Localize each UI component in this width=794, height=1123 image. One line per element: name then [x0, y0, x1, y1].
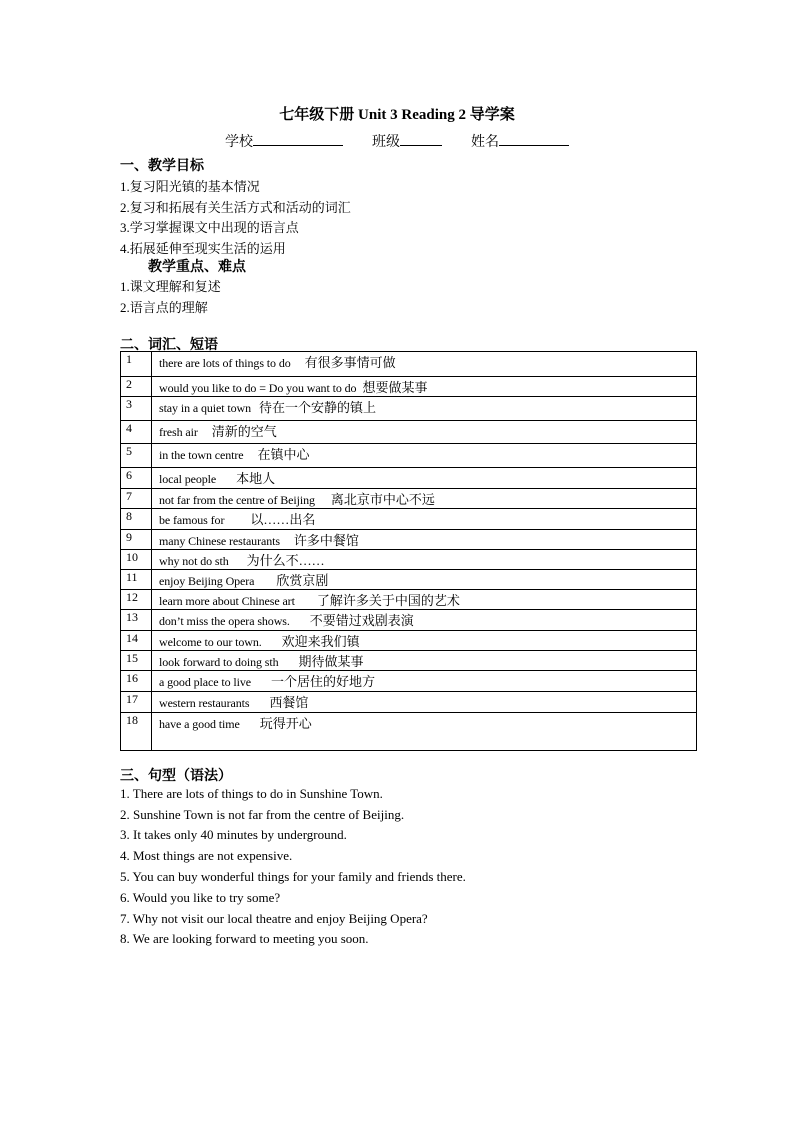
phrase-cell	[152, 421, 697, 444]
table-row	[121, 651, 697, 671]
phrase-chinese: 为什么不……	[246, 553, 325, 568]
phrase-chinese: 欣赏京剧	[276, 573, 329, 588]
objective-item: 1.复习阳光镇的基本情况	[120, 179, 260, 194]
phrase-chinese: 期待做某事	[298, 654, 364, 669]
row-number: 2	[121, 377, 152, 397]
phrase-chinese: 在镇中心	[257, 447, 310, 462]
table-row	[121, 421, 697, 444]
phrase-cell	[152, 550, 697, 570]
student-info-line	[0, 131, 794, 151]
phrase-cell	[152, 713, 697, 751]
phrase-cell	[152, 352, 697, 377]
row-number: 15	[121, 651, 152, 671]
section2-heading: 二、词汇、短语	[120, 338, 218, 353]
phrase-cell	[152, 590, 697, 610]
sentence-item: 5. You can buy wonderful things for your family and friends there.	[120, 869, 466, 884]
phrase-cell	[152, 692, 697, 713]
table-row	[121, 489, 697, 509]
phrase-english: don’t miss the opera shows.	[159, 614, 290, 628]
row-number: 11	[121, 570, 152, 590]
row-number: 13	[121, 610, 152, 631]
row-number: 8	[121, 509, 152, 530]
table-row	[121, 468, 697, 489]
table-row	[121, 610, 697, 631]
phrase-english: not far from the centre of Beijing	[159, 493, 315, 507]
phrase-english: western restaurants	[159, 696, 250, 710]
phrase-cell	[152, 489, 697, 509]
phrase-chinese: 清新的空气	[211, 424, 277, 439]
row-number: 9	[121, 530, 152, 550]
school-blank[interactable]	[253, 133, 343, 146]
phrase-chinese: 以……出名	[250, 512, 316, 527]
sentence-item: 1. There are lots of things to do in Sunshine Town.	[120, 786, 383, 801]
phrase-english: fresh air	[159, 425, 198, 439]
phrase-english: in the town centre	[159, 448, 244, 462]
phrase-english: welcome to our town.	[159, 635, 262, 649]
phrase-cell	[152, 377, 697, 397]
phrase-chinese: 许多中餐馆	[293, 533, 359, 548]
section3-heading: 三、句型（语法）	[120, 769, 232, 784]
phrase-cell	[152, 570, 697, 590]
phrase-chinese: 玩得开心	[259, 716, 312, 731]
key-point-item: 2.语言点的理解	[120, 300, 208, 315]
class-label: 班级	[372, 135, 400, 150]
section1-heading: 一、教学目标	[120, 159, 204, 174]
phrase-cell	[152, 468, 697, 489]
phrase-cell	[152, 651, 697, 671]
phrase-cell	[152, 444, 697, 468]
phrase-cell	[152, 671, 697, 692]
school-label: 学校	[225, 135, 253, 150]
row-number: 1	[121, 352, 152, 377]
key-point-item: 1.课文理解和复述	[120, 279, 221, 294]
sentence-item: 3. It takes only 40 minutes by underground.	[120, 827, 347, 842]
vocabulary-table	[120, 351, 697, 751]
phrase-chinese: 待在一个安静的镇上	[259, 400, 377, 415]
table-row	[121, 671, 697, 692]
sentence-item: 7. Why not visit our local theatre and enjoy Beijing Opera?	[120, 911, 428, 926]
class-blank[interactable]	[400, 133, 442, 146]
phrase-chinese: 一个居住的好地方	[270, 674, 375, 689]
phrase-chinese: 想要做某事	[362, 380, 428, 395]
phrase-chinese: 欢迎来我们镇	[281, 634, 360, 649]
row-number: 18	[121, 713, 152, 751]
phrase-english: stay in a quiet town	[159, 401, 251, 415]
phrase-cell	[152, 530, 697, 550]
table-row	[121, 530, 697, 550]
row-number: 12	[121, 590, 152, 610]
table-row	[121, 397, 697, 421]
table-row	[121, 692, 697, 713]
phrase-chinese: 本地人	[236, 471, 276, 486]
row-number: 5	[121, 444, 152, 468]
phrase-english: look forward to doing sth	[159, 655, 279, 669]
objective-item: 4.拓展延伸至现实生活的运用	[120, 241, 286, 256]
phrase-cell	[152, 509, 697, 530]
phrase-english: a good place to live	[159, 675, 251, 689]
objective-item: 2.复习和拓展有关生活方式和活动的词汇	[120, 200, 351, 215]
table-row	[121, 590, 697, 610]
table-row	[121, 377, 697, 397]
phrase-chinese: 西餐馆	[269, 695, 309, 710]
page-title: 七年级下册 Unit 3 Reading 2 导学案	[279, 107, 515, 123]
phrase-chinese: 不要错过戏剧表演	[309, 613, 414, 628]
row-number: 16	[121, 671, 152, 692]
name-label: 姓名	[471, 135, 499, 150]
objective-item: 3.学习掌握课文中出现的语言点	[120, 220, 299, 235]
table-row	[121, 509, 697, 530]
row-number: 7	[121, 489, 152, 509]
phrase-english: enjoy Beijing Opera	[159, 574, 255, 588]
phrase-chinese: 离北京市中心不远	[330, 492, 435, 507]
row-number: 3	[121, 397, 152, 421]
phrase-english: there are lots of things to do	[159, 356, 291, 370]
sentence-item: 4. Most things are not expensive.	[120, 848, 293, 863]
table-row	[121, 550, 697, 570]
row-number: 17	[121, 692, 152, 713]
key-points-heading: 教学重点、难点	[148, 260, 246, 275]
table-row	[121, 713, 697, 751]
sentence-item: 8. We are looking forward to meeting you soon.	[120, 931, 369, 946]
phrase-chinese: 有很多事情可做	[304, 355, 396, 370]
row-number: 14	[121, 631, 152, 651]
phrase-english: be famous for	[159, 513, 225, 527]
table-row	[121, 570, 697, 590]
sentence-item: 2. Sunshine Town is not far from the centre of Beijing.	[120, 807, 405, 822]
row-number: 10	[121, 550, 152, 570]
phrase-chinese: 了解许多关于中国的艺术	[316, 593, 460, 608]
phrase-english: many Chinese restaurants	[159, 534, 280, 548]
phrase-english: have a good time	[159, 717, 240, 731]
phrase-cell	[152, 397, 697, 421]
phrase-cell	[152, 610, 697, 631]
phrase-english: local people	[159, 472, 217, 486]
table-row	[121, 352, 697, 377]
phrase-english: would you like to do = Do you want to do	[159, 381, 357, 395]
row-number: 4	[121, 421, 152, 444]
table-row	[121, 444, 697, 468]
phrase-english: why not do sth	[159, 554, 229, 568]
table-row	[121, 631, 697, 651]
row-number: 6	[121, 468, 152, 489]
sentence-item: 6. Would you like to try some?	[120, 890, 281, 905]
name-blank[interactable]	[499, 133, 569, 146]
phrase-english: learn more about Chinese art	[159, 594, 295, 608]
phrase-cell	[152, 631, 697, 651]
